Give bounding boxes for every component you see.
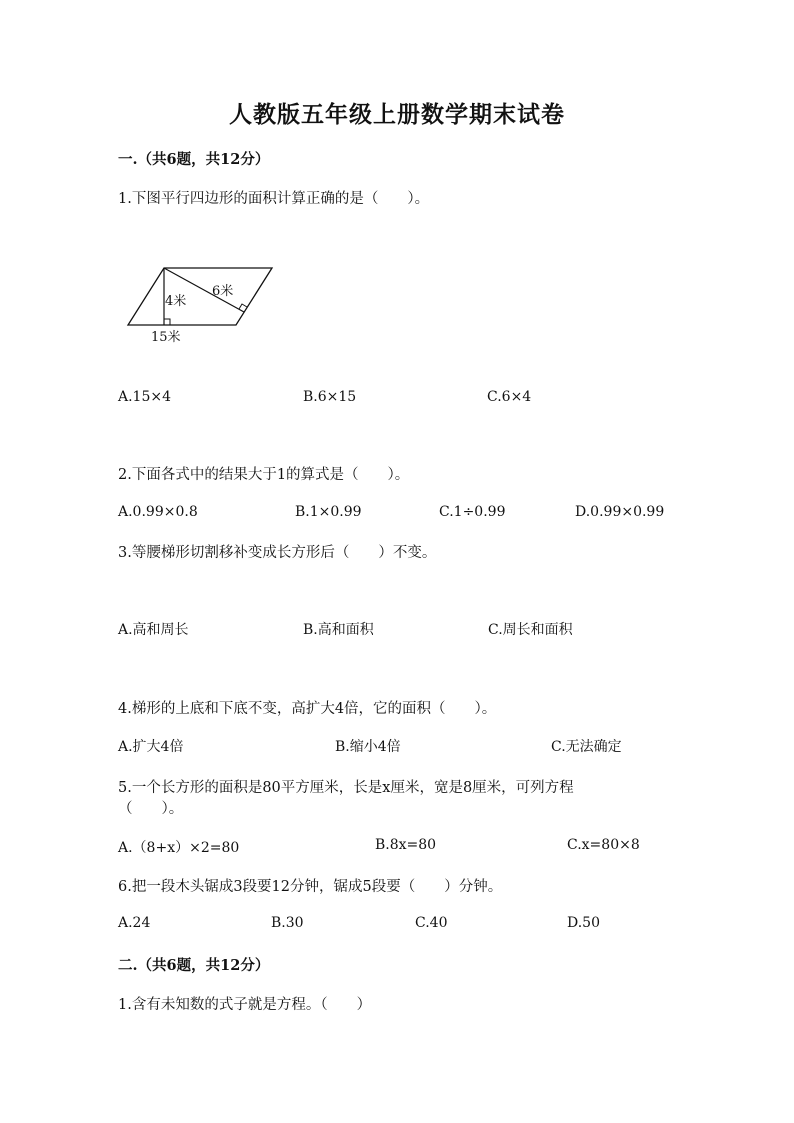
- q1-option-c: C.6×4: [487, 389, 532, 405]
- question-2-text: 2.下面各式中的结果大于1的算式是（ ）。: [118, 467, 410, 483]
- q4-option-c: C.无法确定: [551, 739, 622, 755]
- q5-option-a: A.（8+x）×2=80: [118, 840, 240, 856]
- parallelogram-diagram: [118, 262, 288, 350]
- q6-option-c: C.40: [415, 915, 448, 931]
- parallelogram-shape: [128, 268, 272, 325]
- section-2-heading: 二.（共6题，共12分）: [118, 957, 270, 974]
- q3-option-b: B.高和面积: [303, 622, 374, 638]
- question-4-text: 4.梯形的上底和下底不变，高扩大4倍，它的面积（ ）。: [118, 701, 497, 717]
- question-5-text-line1: 5.一个长方形的面积是80平方厘米，长是x厘米，宽是8厘米，可列方程: [118, 780, 574, 796]
- right-angle-mark-side: [239, 304, 247, 309]
- true-false-question-1-text: 1.含有未知数的式子就是方程。（ ）: [118, 997, 372, 1013]
- q5-option-c: C.x=80×8: [567, 837, 640, 853]
- q1-option-b: B.6×15: [303, 389, 357, 405]
- q5-option-b: B.8x=80: [375, 837, 437, 853]
- q2-option-b: B.1×0.99: [295, 504, 362, 520]
- height-label: 4米: [165, 294, 187, 309]
- page-title: 人教版五年级上册数学期末试卷: [229, 101, 565, 128]
- q6-option-d: D.50: [567, 915, 600, 931]
- q2-option-d: D.0.99×0.99: [575, 504, 665, 520]
- question-3-text: 3.等腰梯形切割移补变成长方形后（ ）不变。: [118, 545, 437, 561]
- q4-option-b: B.缩小4倍: [335, 739, 401, 755]
- q4-option-a: A.扩大4倍: [118, 739, 184, 755]
- q1-option-a: A.15×4: [118, 389, 172, 405]
- question-6-text: 6.把一段木头锯成3段要12分钟，锯成5段要（ ）分钟。: [118, 879, 503, 895]
- right-angle-mark-base: [164, 319, 170, 325]
- parallelogram-figure: [118, 262, 288, 354]
- slant-label: 6米: [212, 284, 234, 299]
- q6-option-b: B.30: [271, 915, 304, 931]
- q3-option-c: C.周长和面积: [488, 622, 573, 638]
- q6-option-a: A.24: [118, 915, 151, 931]
- q2-option-c: C.1÷0.99: [439, 504, 506, 520]
- section-1-heading: 一.（共6题，共12分）: [118, 151, 270, 168]
- q3-option-a: A.高和周长: [118, 622, 189, 638]
- question-1-text: 1.下图平行四边形的面积计算正确的是（ ）。: [118, 191, 430, 207]
- question-5-text-line2: （ ）。: [118, 801, 184, 817]
- base-label: 15米: [151, 330, 181, 345]
- q2-option-a: A.0.99×0.8: [118, 504, 198, 520]
